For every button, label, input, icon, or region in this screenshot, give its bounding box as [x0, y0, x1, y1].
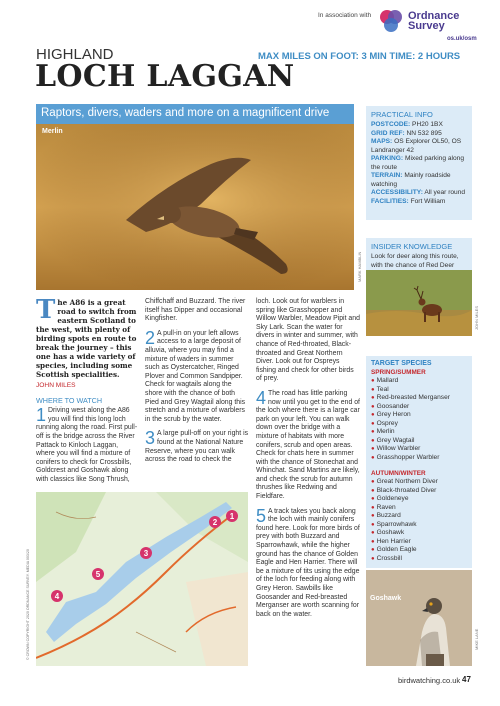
- deer-illustration: [366, 270, 472, 336]
- map-marker-3: [140, 547, 152, 559]
- list-item: ● Goshawk: [371, 529, 467, 538]
- article-column-1: [36, 295, 138, 491]
- list-item: ● Raven: [371, 504, 467, 513]
- max-miles-label: MAX MILES ON FOOT: 3 MIN TIME: 2 HOURS: [258, 51, 461, 62]
- list-item: ● Goldeneye: [371, 495, 467, 504]
- goshawk-credit: MIKE LANE: [474, 628, 479, 650]
- list-item: ● Hen Harrier: [371, 538, 467, 547]
- paragraph-1-cont: Chiffchaff and Buzzard. The river itself has Dipper and occasional Kingfisher.: [145, 298, 246, 323]
- step-number-4: 4: [256, 387, 267, 408]
- goshawk-photo: [366, 570, 472, 666]
- svg-text:3: 3: [143, 549, 149, 558]
- paragraph-3: 3 A large pull-off on your right is found at the National Nature Reserve, where you can walk across the road to check the: [145, 428, 249, 464]
- list-item: ● Grey Wagtail: [371, 437, 467, 446]
- article-column-3: [256, 298, 360, 625]
- svg-text:5: 5: [95, 570, 101, 579]
- map-marker-2: [209, 516, 221, 528]
- insider-photo-deer: [366, 270, 472, 336]
- step-number-3: 3: [145, 428, 156, 449]
- paragraph-2: 2 A pull-in on your left allows access to a large deposit of alluvia, where you may find a mixture of waders in summer such as Oystercatcher, Ringed Plover and Common Sandpiper. Check for wagtails along the shore with the chance of both Pied and Grey Wagtail along this stretch and a mixture of warblers in the scrub by the water.: [145, 327, 246, 423]
- list-item: ● Sparrowhawk: [371, 521, 467, 530]
- paragraph-3-cont: loch. Look out for warblers in spring like Grasshopper and Willow Warbler, Meadow Pipit and Sky Lark. Scan the water for divers in winter and summer, with chance of Red-throated, Black-throated and Great Northern Diver. Look out for Ospreys fishing and check for other birds of prey.: [256, 298, 360, 383]
- step-number-2: 2: [145, 327, 156, 348]
- brand-name: Ordnance Survey: [408, 10, 460, 32]
- brand-url[interactable]: os.uk/osm: [447, 36, 477, 42]
- list-item: ● Golden Eagle: [371, 546, 467, 555]
- target-species-box: [366, 356, 472, 568]
- list-item: ● Teal: [371, 386, 467, 395]
- footer-url[interactable]: birdwatching.co.uk: [398, 676, 461, 685]
- autumn-heading: AUTUMN/WINTER: [371, 470, 426, 477]
- svg-text:2: 2: [212, 518, 218, 527]
- page-number: 47: [462, 675, 471, 684]
- page-title: LOCH LAGGAN: [35, 59, 295, 94]
- target-species-heading: TARGET SPECIES: [371, 360, 432, 367]
- list-item: ● Buzzard: [371, 512, 467, 521]
- ordnance-survey-logo-icon: [378, 8, 404, 34]
- article-column-2: [145, 298, 249, 471]
- paragraph-1: 1 Driving west along the A86 you will find this long loch running along the road. First pull-off is the bridge across the River Pattack to Kinloch Laggan, where you will find a mixture of conifers to check for Crossbills, Goldcrest and Goshawk along with classics like Song Thrush,: [36, 405, 138, 483]
- region-label: HIGHLAND: [36, 46, 114, 63]
- paragraph-4: 4 The road has little parking now until you get to the end of the loch where there is a large car park on your left. You can walk down over the bridge with a mixture of habitats with more conifers, scrub and open areas. Check for chats here in summer with the chance of Stonechat and Whinchat. Sand Martins are likely, and check the scrub for autumn thrushes like Redwing and Fieldfare.: [256, 387, 360, 501]
- list-item: ● Grasshopper Warbler: [371, 454, 467, 463]
- list-item: ● Goosander: [371, 403, 467, 412]
- list-item: ● Black-throated Diver: [371, 487, 467, 496]
- hero-credit: MARK HAMBLIN: [357, 251, 362, 282]
- svg-text:1: 1: [229, 512, 235, 521]
- autumn-species-list: [371, 478, 467, 563]
- goshawk-caption: Goshawk: [370, 595, 402, 602]
- step-number-1: 1: [36, 405, 47, 426]
- list-item: ● Merlin: [371, 428, 467, 437]
- intro-paragraph: The A86 is a great road to switch from eastern Scotland to the west, with plenty of birding spots en route to break the journey – this one has a wide variety of species, including some Scottish specialities.: [36, 295, 137, 379]
- list-item: ● Grey Heron: [371, 411, 467, 420]
- insider-heading: INSIDER KNOWLEDGE: [371, 242, 453, 251]
- paragraph-5: 5 A track takes you back along the loch with mainly conifers found here. Look for more birds of prey with both Buzzard and Sparrowhawk, while the higher ground has the chance of Golden Eagle and Hen Harrier. There will be a mixture of tits using the edge of the loch for feeding along with Grey Heron. Sawbills like Goosander and Red-breasted Merganser are worth scanning for back on the water.: [256, 505, 360, 618]
- map-marker-5: [92, 568, 104, 580]
- list-item: ● Great Northern Diver: [371, 478, 467, 487]
- merlin-illustration: [36, 124, 354, 290]
- map-markers: [36, 492, 248, 666]
- insider-text: Look for deer along this route, with the chance of Red Deer: [371, 253, 459, 269]
- map-credit: © CROWN COPYRIGHT 2020 ORDNANCE SURVEY. MEDIA 003/20: [26, 549, 30, 660]
- headline-banner: Raptors, divers, waders and more on a magnificent drive: [36, 104, 354, 124]
- goshawk-illustration: [366, 570, 472, 666]
- hero-caption: Merlin: [42, 128, 63, 135]
- list-item: ● Red-breasted Merganser: [371, 394, 467, 403]
- hero-photo-merlin: [36, 124, 354, 290]
- practical-info-box: [366, 106, 472, 220]
- association-text: In association with: [318, 12, 372, 19]
- svg-text:4: 4: [54, 592, 60, 601]
- where-to-watch-heading: WHERE TO WATCH: [36, 395, 103, 405]
- byline: JOHN MILES: [36, 382, 76, 389]
- insider-credit: JOHN MILES: [474, 305, 479, 330]
- practical-info-heading: PRACTICAL INFO: [371, 110, 433, 119]
- list-item: ● Crossbill: [371, 555, 467, 564]
- practical-info-list: POSTCODE: PH20 1BX GRID REF: NN 532 895 MAPS: OS Explorer OL50, OS Landranger 42 PARKING: Mixed parking along the route TERRAIN: Mainly roadside watching ACCESSIBILITY: All year round FACILITIES: Fort William: [371, 121, 466, 205]
- list-item: ● Willow Warbler: [371, 445, 467, 454]
- map-marker-4: [51, 590, 63, 602]
- route-map[interactable]: [36, 492, 248, 666]
- step-number-5: 5: [256, 505, 267, 526]
- list-item: ● Mallard: [371, 377, 467, 386]
- spring-species-list: [371, 377, 467, 462]
- list-item: ● Osprey: [371, 420, 467, 429]
- map-marker-1: [226, 510, 238, 522]
- drop-cap: T: [36, 295, 56, 325]
- spring-heading: SPRING/SUMMER: [371, 369, 426, 376]
